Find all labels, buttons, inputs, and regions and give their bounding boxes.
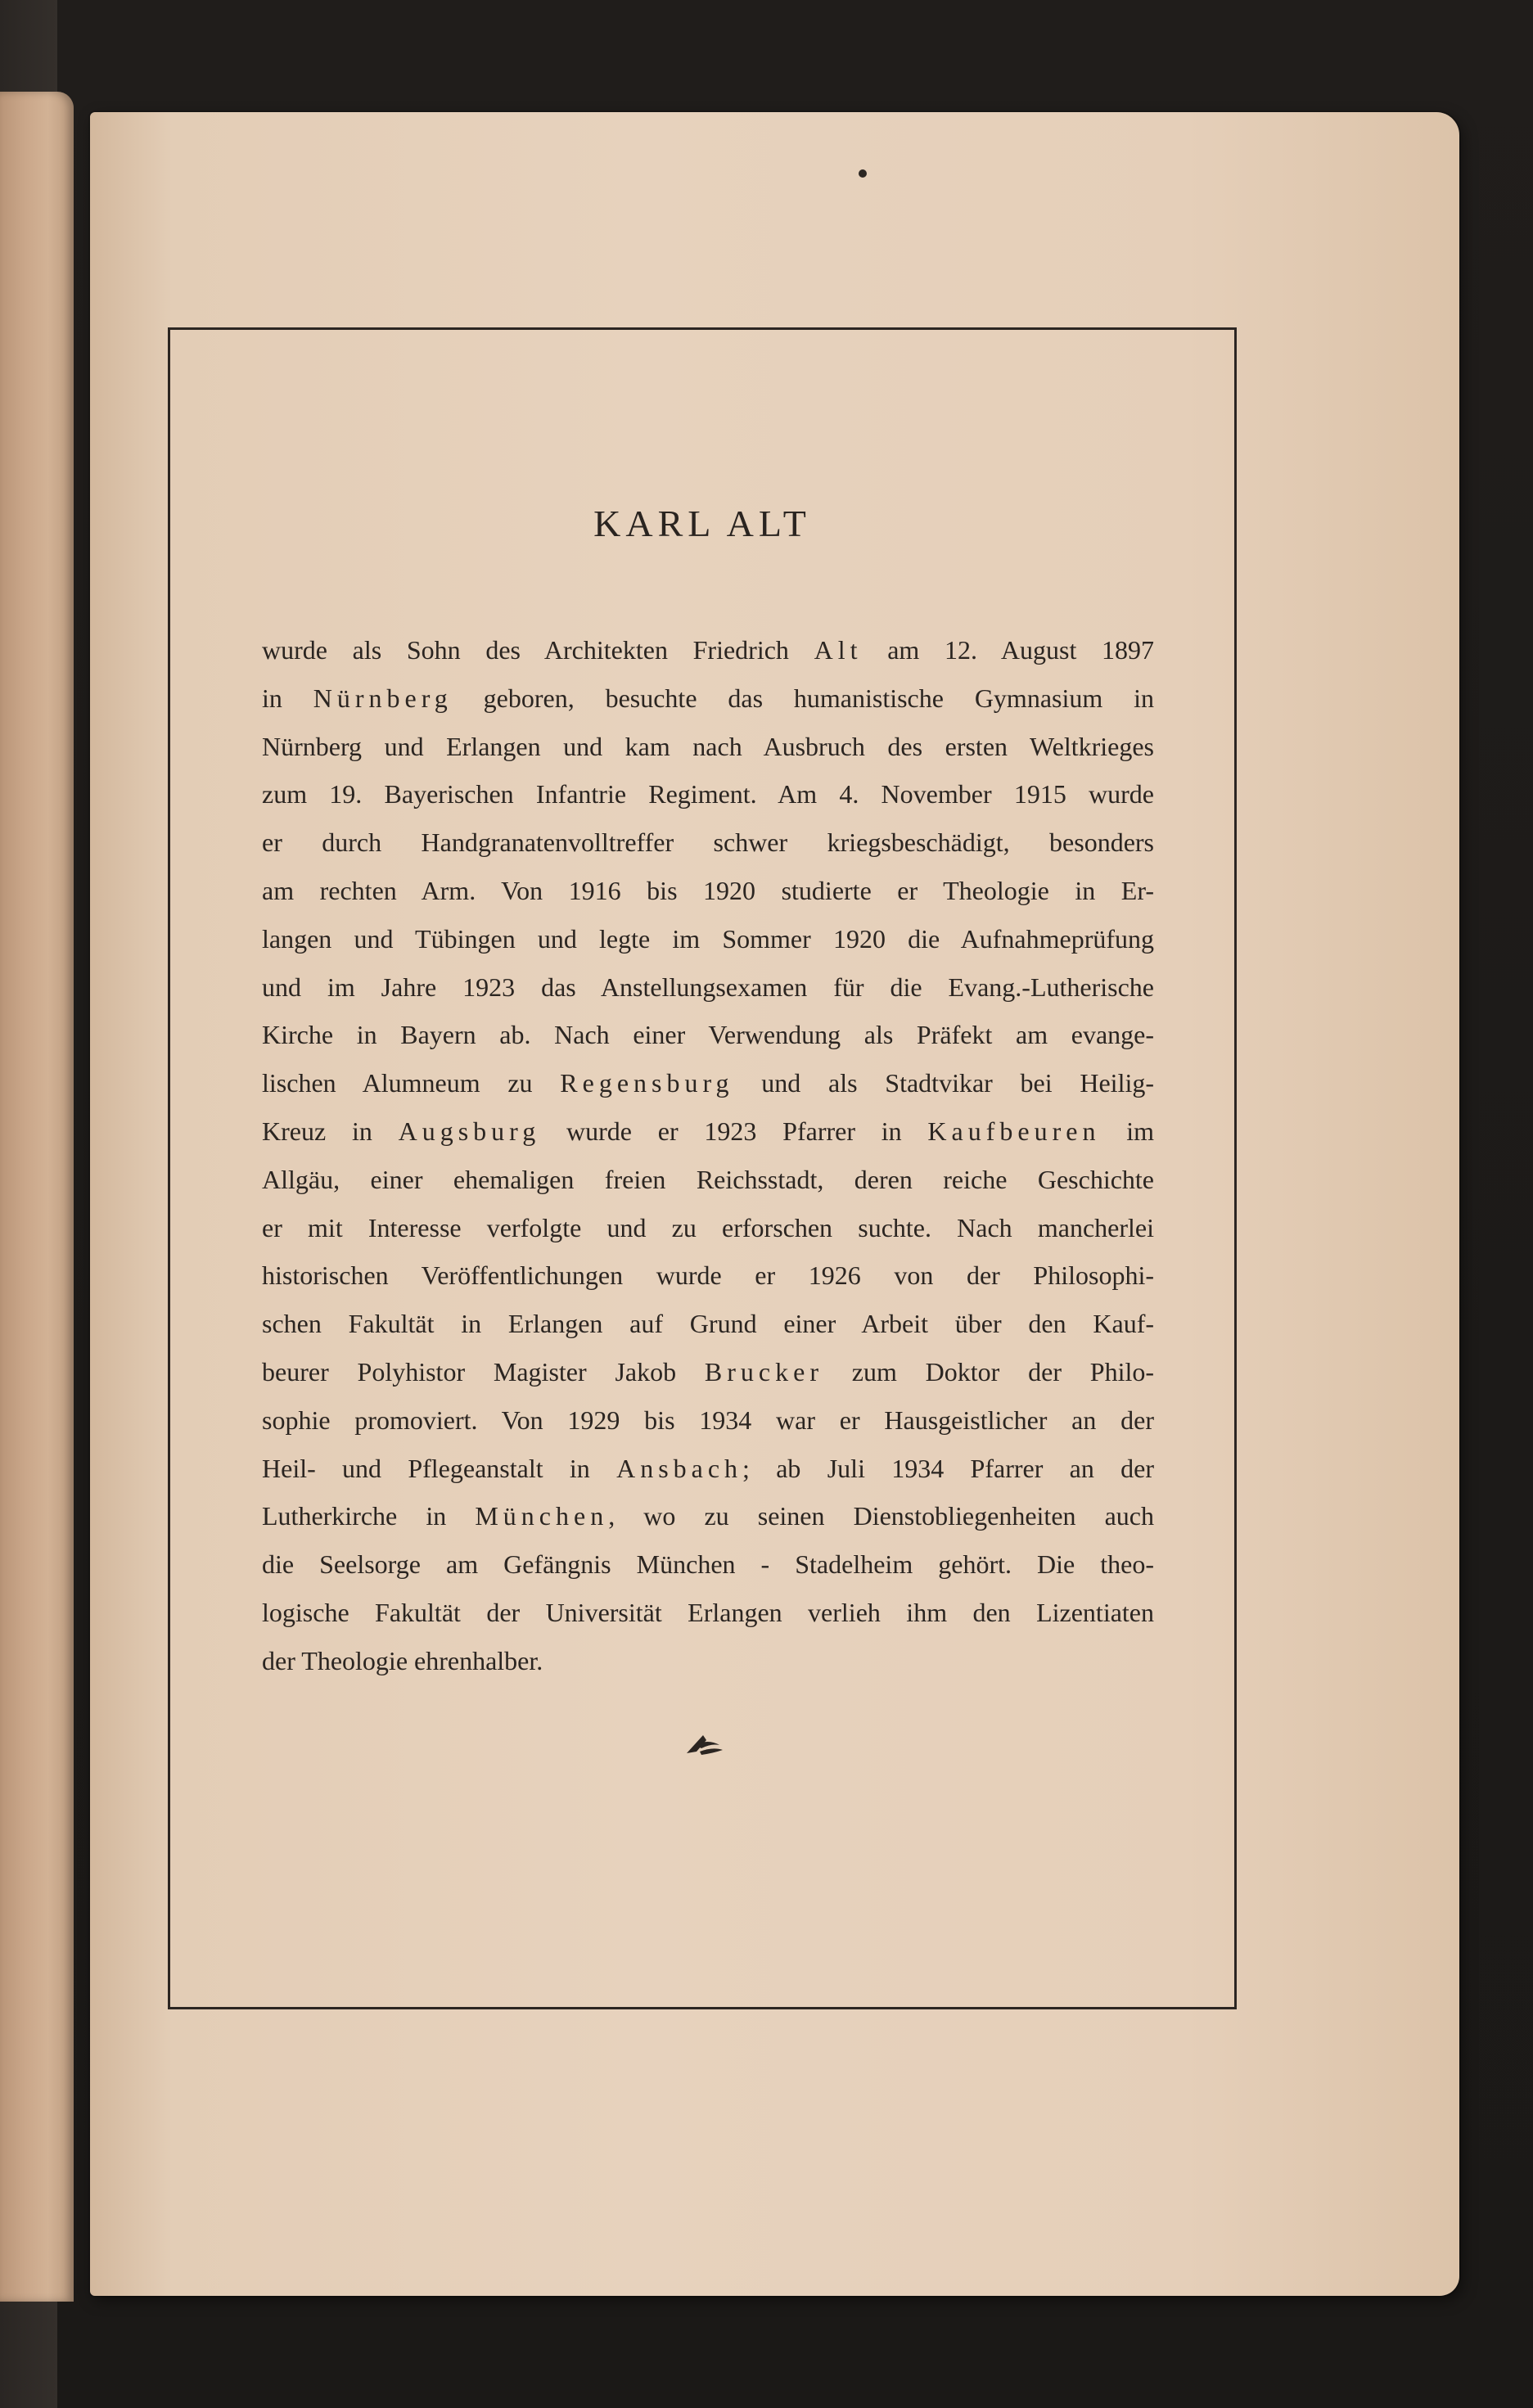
text-segment: am rechten Arm. Von 1916 bis 1920 studierte er Theologie in Er- xyxy=(262,875,1154,905)
text-segment: die Seelsorge am Gefängnis München - Stadelheim gehört. Die theo- xyxy=(262,1549,1154,1580)
text-segment: er mit Interesse verfolgte und zu erforschen suchte. Nach mancherlei xyxy=(262,1212,1154,1242)
text-segment: und als Stadtvikar bei Heilig- xyxy=(733,1068,1155,1098)
spaced-name: Regensburg xyxy=(560,1068,734,1098)
text-line xyxy=(262,1492,1154,1540)
text-segment: schen Fakultät in Erlangen auf Grund einer Arbeit über den Kauf- xyxy=(262,1309,1154,1339)
text-segment: langen und Tübingen und legte im Sommer 1920 die Aufnahmeprüfung xyxy=(262,923,1154,954)
printer-ornament-icon xyxy=(683,1732,726,1756)
spaced-name: Nürnberg xyxy=(313,683,453,713)
text-segment: sophie promoviert. Von 1929 bis 1934 war er Hausgeistlicher an der xyxy=(262,1405,1154,1435)
text-line xyxy=(262,723,1154,771)
text-segment: geboren, besuchte das humanistische Gymnasium in xyxy=(452,683,1155,713)
text-segment: , wo zu seinen Dienstobliegenheiten auch xyxy=(608,1501,1155,1531)
biography-text xyxy=(262,626,1154,1685)
text-segment: wurde er 1923 Pfarrer in xyxy=(540,1116,928,1146)
text-segment: der Theologie ehrenhalber. xyxy=(262,1645,543,1675)
text-line xyxy=(262,1059,1154,1107)
text-line xyxy=(262,1396,1154,1445)
text-line xyxy=(262,1251,1154,1300)
text-line xyxy=(262,1348,1154,1396)
spaced-name: Kaufbeuren xyxy=(927,1116,1101,1146)
text-line xyxy=(262,626,1154,674)
text-segment: zum 19. Bayerischen Infantrie Regiment. Am 4. November 1915 wurde xyxy=(262,779,1154,809)
text-line xyxy=(262,867,1154,915)
page-title: KARL ALT xyxy=(593,503,811,544)
text-line xyxy=(262,674,1154,723)
text-segment: Kreuz in xyxy=(262,1116,399,1146)
text-line xyxy=(262,1589,1154,1637)
text-line xyxy=(262,1011,1154,1059)
text-line xyxy=(262,915,1154,963)
text-line xyxy=(262,818,1154,867)
text-segment: in xyxy=(262,683,313,713)
text-segment: beurer Polyhistor Magister Jakob xyxy=(262,1356,705,1387)
text-segment: und im Jahre 1923 das Anstellungsexamen für die Evang.-Lutherische xyxy=(262,972,1154,1002)
text-line xyxy=(262,1540,1154,1589)
text-line xyxy=(262,1445,1154,1493)
text-line xyxy=(262,963,1154,1012)
previous-page-edge xyxy=(0,92,74,2302)
text-frame xyxy=(168,327,1237,2009)
text-segment: historischen Veröffentlichungen wurde er 1926 von der Philosophi- xyxy=(262,1260,1154,1291)
text-segment: Allgäu, einer ehemaligen freien Reichsstadt, deren reiche Geschichte xyxy=(262,1164,1154,1194)
text-line xyxy=(262,1637,1154,1685)
text-line xyxy=(262,1156,1154,1204)
text-segment: Heil- und Pflegeanstalt in xyxy=(262,1453,617,1483)
page-mark-dot xyxy=(859,169,867,178)
spaced-name: Brucker xyxy=(704,1356,823,1387)
spaced-name: Alt xyxy=(814,635,863,665)
text-segment: logische Fakultät der Universität Erlangen verlieh ihm den Lizentiaten xyxy=(262,1597,1154,1627)
spaced-name: Ansbach xyxy=(616,1453,743,1483)
text-line xyxy=(262,1204,1154,1252)
text-line xyxy=(262,770,1154,818)
text-segment: Lutherkirche in xyxy=(262,1501,476,1531)
text-segment: lischen Alumneum zu xyxy=(262,1068,561,1098)
spaced-name: Augsburg xyxy=(398,1116,541,1146)
text-segment: im xyxy=(1100,1116,1155,1146)
text-segment: zum Doktor der Philo- xyxy=(823,1356,1155,1387)
book-page xyxy=(90,112,1459,2296)
text-segment: er durch Handgranatenvolltreffer schwer kriegsbeschädigt, besonders xyxy=(262,827,1154,858)
spaced-name: München xyxy=(475,1501,609,1531)
text-line xyxy=(262,1300,1154,1348)
text-line xyxy=(262,1107,1154,1156)
text-segment: ; ab Juli 1934 Pfarrer an der xyxy=(742,1453,1154,1483)
text-segment: Nürnberg und Erlangen und kam nach Ausbruch des ersten Weltkrieges xyxy=(262,731,1154,761)
text-segment: Kirche in Bayern ab. Nach einer Verwendung als Präfekt am evange- xyxy=(262,1020,1154,1050)
text-segment: wurde als Sohn des Architekten Friedrich xyxy=(262,635,814,665)
text-segment: am 12. August 1897 xyxy=(862,635,1155,665)
